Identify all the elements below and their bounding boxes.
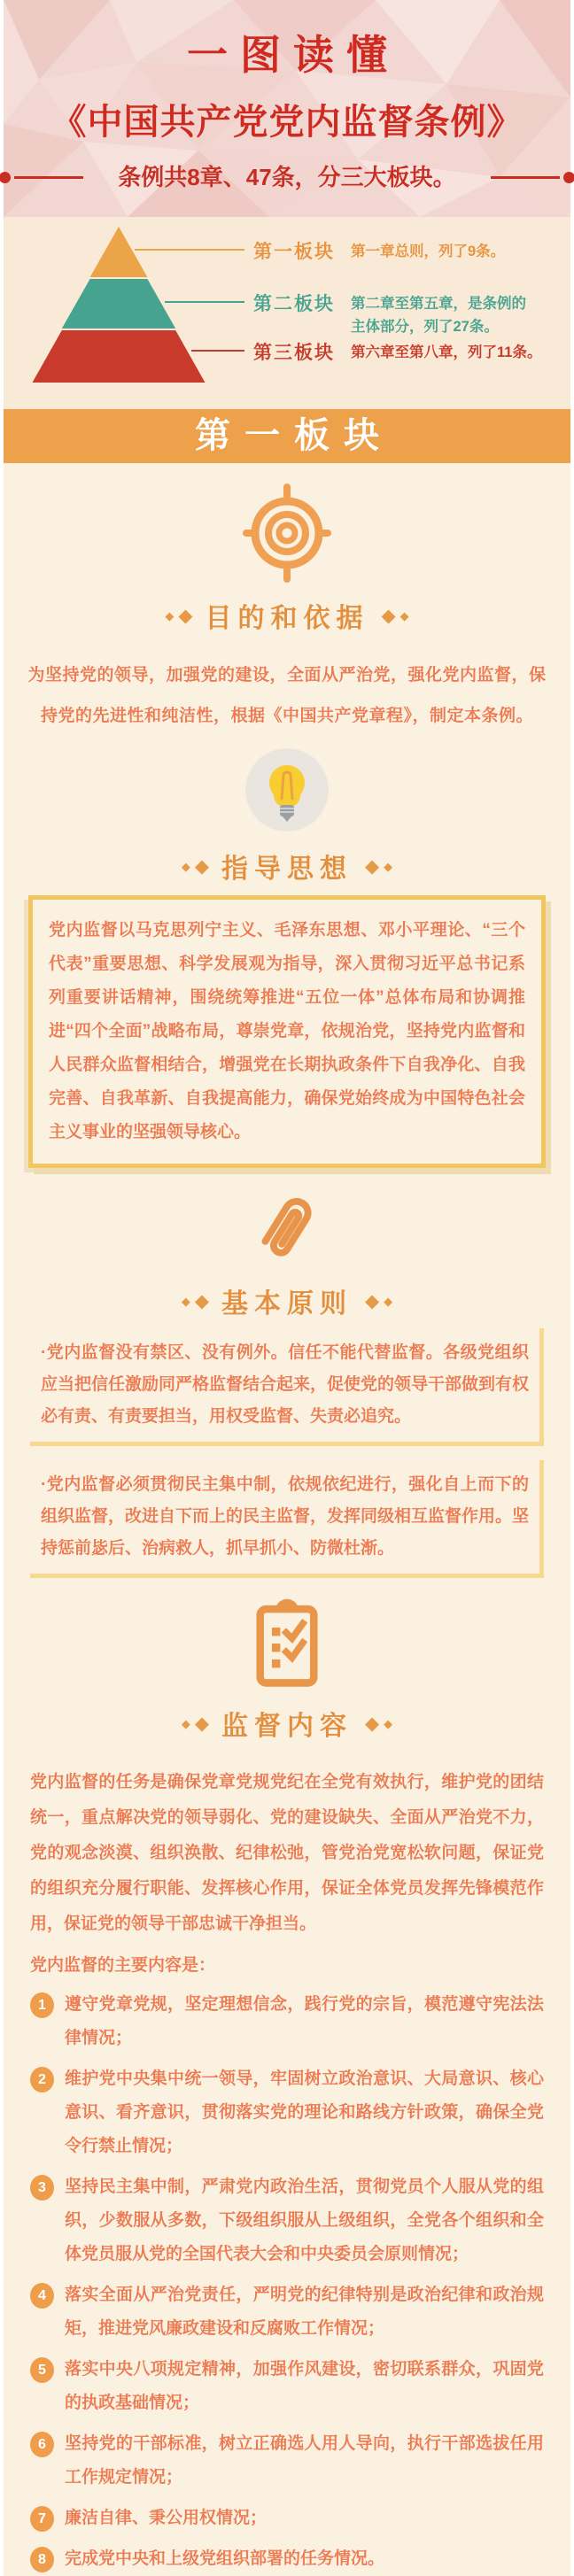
guiding-heading-row (4, 849, 570, 883)
content-heading-row (4, 1706, 570, 1740)
left-dash-line (14, 176, 83, 179)
diamond-icon: ◆ (181, 1716, 190, 1730)
pyramid-level-3 (33, 330, 206, 383)
content-lead-line: 党内监督的主要内容是： (30, 1956, 216, 1975)
item-text: 坚持党的干部标准，树立正确选人用人导向，执行干部选拔任用工作规定情况； (65, 2434, 544, 2487)
list-item (30, 2170, 544, 2271)
subtitle-text: 条例共8章、47条，分三大板块。 (118, 164, 456, 190)
header-content (4, 0, 570, 190)
list-item (30, 2278, 544, 2346)
principles-heading-row (4, 1284, 570, 1318)
pyramid-desc-2: 第二章至第五章，是条例的主体部分，列了27条。 (351, 296, 526, 335)
diamond-icon: ◆ (381, 605, 396, 626)
content-items-list (30, 1988, 544, 2576)
item-text: 完成党中央和上级党组织部署的任务情况。 (65, 2549, 385, 2568)
list-item (30, 2502, 544, 2535)
body-content (4, 484, 570, 2576)
purpose-heading: 目的和依据 (205, 604, 369, 633)
pyramid-level-2 (62, 279, 175, 329)
clipboard-checklist-icon (246, 1596, 328, 1690)
diamond-icon: ◆ (384, 1294, 393, 1308)
target-icon-wrap (4, 484, 570, 586)
list-item (30, 2427, 544, 2495)
right-dot-icon (563, 172, 574, 183)
guiding-thought-box (28, 895, 546, 1168)
diamond-icon: ◆ (194, 1713, 209, 1734)
header (4, 0, 570, 217)
right-dash-line (491, 176, 560, 179)
item-text: 遵守党章党规，坚定理想信念，践行党的宗旨，模范遵守宪法法律情况； (65, 1995, 544, 2047)
diamond-icon: ◆ (194, 855, 209, 877)
diamond-icon: ◆ (384, 859, 393, 873)
content-task-paragraph: 党内监督的任务是确保党章党规党纪在全党有效执行，维护党的团结统一，重点解决党的领导弱化、党的建设缺失、全面从严治党不力，党的观念淡漠、组织涣散、纪律松弛，管党治党宽松软问题，保证党的组织充分履行职能、发挥核心作用，保证全体党员发挥先锋模范作用，保证党的领导干部忠诚干净担当。 (30, 1773, 544, 1933)
item-text: 维护党中央集中统一领导，牢固树立政治意识、大局意识、核心意识、看齐意识，贯彻落实党的理论和路线方针政策，确保全党令行禁止情况； (65, 2069, 544, 2155)
pyramid-desc-1: 第一章总则，列了9条。 (351, 244, 506, 259)
item-text: 落实中央八项规定精神，加强作风建设，密切联系群众，巩固党的执政基础情况； (65, 2360, 544, 2412)
pyramid-label-3: 第三板块 (253, 343, 335, 363)
purpose-paragraph: 为坚持党的领导，加强党的建设，全面从严治党，强化党内监督，保持党的先进性和纯洁性，根据《中国共产党章程》，制定本条例。 (27, 666, 547, 725)
infographic-page (4, 0, 570, 2568)
page-title: 一图读懂 (187, 32, 399, 78)
lightbulb-icon (244, 747, 330, 832)
item-number-badge: 5 (30, 2357, 54, 2383)
principle-card-2 (30, 1460, 544, 1578)
diamond-icon: ◆ (365, 855, 380, 877)
diamond-icon: ◆ (384, 1716, 393, 1730)
principle-text-1: ·党内监督没有禁区、没有例外。信任不能代替监督。各级党组织应当把信任激励同严格监督结合起来，促使党的领导干部做到有权必有责、有责要担当，用权受监督、失责必追究。 (41, 1343, 530, 1426)
left-dot-icon (0, 172, 11, 183)
diamond-icon: ◆ (365, 1290, 380, 1311)
list-item (30, 1988, 544, 2055)
connector-line-1 (135, 249, 244, 251)
item-number-badge: 7 (30, 2506, 54, 2532)
guiding-thought-text: 党内监督以马克思列宁主义、毛泽东思想、邓小平理论、“三个代表”重要思想、科学发展观为指导，深入贯彻习近平总书记系列重要讲话精神，围绕统筹推进“五位一体”总体布局和协调推进“四个全面”战略布局，尊崇党章，依规治党，坚持党内监督和人民群众监督相结合，增强党在长期执政条件下自我净化、自我完善、自我革新、自我提高能力，确保党始终成为中国特色社会主义事业的坚强领导核心。 (49, 921, 525, 1141)
pyramid-overview-section (4, 217, 570, 409)
diamond-icon: ◆ (194, 1290, 209, 1311)
paperclip-icon (246, 1186, 328, 1267)
bulb-icon-wrap (4, 747, 570, 837)
connector-line-3 (191, 350, 244, 352)
diamond-icon: ◆ (365, 1713, 380, 1734)
diamond-icon: ◆ (165, 608, 175, 623)
pyramid-desc-3: 第六章至第八章，列了11条。 (351, 344, 542, 360)
section-banner-label: 第一板块 (195, 416, 393, 455)
purpose-heading-row (4, 599, 570, 632)
section-banner (4, 409, 570, 463)
item-number-badge: 8 (30, 2547, 54, 2572)
subtitle-row (4, 164, 570, 190)
list-item (30, 2353, 544, 2420)
diamond-icon: ◆ (181, 859, 190, 873)
principle-card-1 (30, 1328, 544, 1446)
item-number-badge: 6 (30, 2432, 54, 2457)
item-text: 廉洁自律、秉公用权情况； (65, 2509, 268, 2527)
item-number-badge: 4 (30, 2283, 54, 2309)
item-number-badge: 3 (30, 2175, 54, 2201)
content-heading: 监督内容 (221, 1712, 353, 1741)
list-item (30, 2062, 544, 2163)
principles-heading: 基本原则 (221, 1289, 353, 1319)
target-icon (243, 484, 331, 582)
pyramid-label-1: 第一板块 (253, 242, 335, 262)
item-number-badge: 2 (30, 2067, 54, 2093)
item-text: 落实全面从严治党责任，严明党的纪律特别是政治纪律和政治规矩，推进党风廉政建设和反腐败工作情况； (65, 2286, 544, 2338)
item-number-badge: 1 (30, 1992, 54, 2018)
paperclip-icon-wrap (4, 1186, 570, 1272)
diamond-icon: ◆ (181, 1294, 190, 1308)
guiding-heading: 指导思想 (221, 855, 353, 884)
connector-line-2 (165, 301, 244, 303)
law-title: 《中国共产党党内监督条例》 (50, 103, 524, 142)
clipboard-icon-wrap (4, 1596, 570, 1694)
pyramid-level-1 (90, 227, 148, 277)
item-text: 坚持民主集中制，严肃党内政治生活，贯彻党员个人服从党的组织，少数服从多数，下级组织服从上级组织，全党各个组织和全体党员服从党的全国代表大会和中央委员会原则情况； (65, 2178, 544, 2263)
pyramid-label-2: 第二板块 (253, 294, 335, 314)
diamond-icon: ◆ (178, 605, 193, 626)
list-item (30, 2542, 544, 2576)
diamond-icon: ◆ (399, 608, 409, 623)
principle-text-2: ·党内监督必须贯彻民主集中制，依规依纪进行，强化自上而下的组织监督，改进自下而上的民主监督，发挥同级相互监督作用。坚持惩前毖后、治病救人，抓早抓小、防微杜渐。 (41, 1475, 530, 1558)
